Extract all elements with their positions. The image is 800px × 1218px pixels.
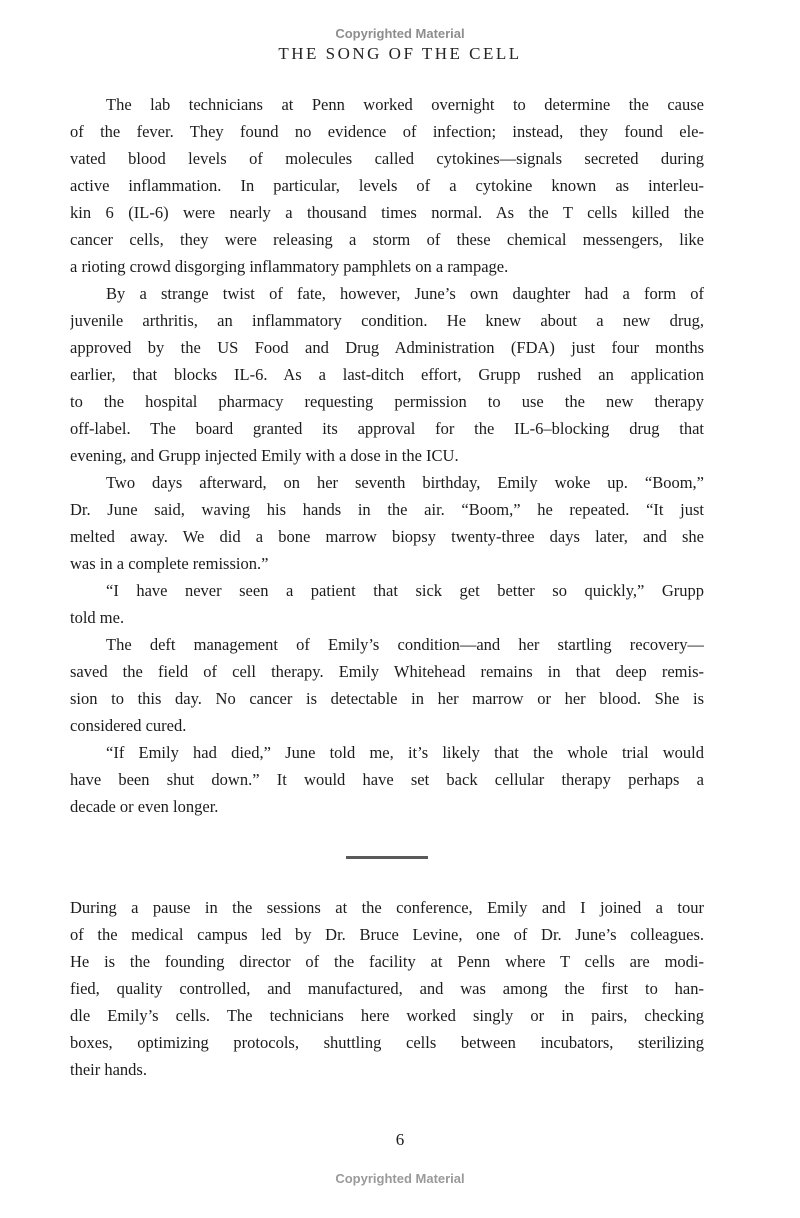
text-line: kin 6 (IL-6) were nearly a thousand times normal. As the T cells killed the [70, 203, 704, 222]
paragraph-1 [70, 91, 704, 280]
text-line: “If Emily had died,” June told me, it’s likely that the whole trial would [106, 743, 704, 762]
text-line: Dr. June said, waving his hands in the air. “Boom,” he repeated. “It just [70, 500, 704, 519]
text-line: “I have never seen a patient that sick get better so quickly,” Grupp [106, 581, 704, 600]
page-number: 6 [395, 1130, 405, 1149]
text-line: to the hospital pharmacy requesting permission to use the new therapy [70, 392, 704, 411]
text-line: The deft management of Emily’s condition—and her startling recovery— [106, 635, 704, 654]
text-line: earlier, that blocks IL-6. As a last-ditch effort, Grupp rushed an application [70, 365, 704, 384]
text-line: evening, and Grupp injected Emily with a dose in the ICU. [70, 446, 459, 465]
paragraph-4 [70, 577, 704, 631]
text-line: juvenile arthritis, an inflammatory condition. He knew about a new drug, [70, 311, 704, 330]
text-line: boxes, optimizing protocols, shuttling cells between incubators, sterilizing [70, 1033, 704, 1052]
body-text-block [70, 91, 704, 1083]
top-copyright-notice: Copyrighted Material [335, 26, 465, 41]
text-line: told me. [70, 608, 125, 627]
text-line: off-label. The board granted its approval for the IL-6–blocking drug that [70, 419, 704, 438]
text-line: of the medical campus led by Dr. Bruce Levine, one of Dr. June’s colleagues. [70, 925, 704, 944]
text-line: saved the field of cell therapy. Emily Whitehead remains in that deep remis- [70, 662, 704, 681]
text-line: of the fever. They found no evidence of infection; instead, they found ele- [70, 122, 704, 141]
text-line: During a pause in the sessions at the conference, Emily and I joined a tour [70, 898, 704, 917]
text-line: vated blood levels of molecules called cytokines—signals secreted during [70, 149, 704, 168]
text-line: their hands. [70, 1060, 147, 1079]
paragraph-2 [70, 280, 704, 469]
text-line: sion to this day. No cancer is detectable in her marrow or her blood. She is [70, 689, 704, 708]
paragraph-3 [70, 469, 704, 577]
text-line: melted away. We did a bone marrow biopsy twenty-three days later, and she [70, 527, 704, 546]
text-line: have been shut down.” It would have set back cellular therapy perhaps a [70, 770, 704, 789]
text-line: approved by the US Food and Drug Administration (FDA) just four months [70, 338, 704, 357]
text-line: considered cured. [70, 716, 187, 735]
text-line: decade or even longer. [70, 797, 219, 816]
text-line: a rioting crowd disgorging inflammatory pamphlets on a rampage. [70, 257, 509, 276]
text-line: cancer cells, they were releasing a storm of these chemical messengers, like [70, 230, 704, 249]
paragraph-8 [70, 894, 704, 1083]
running-header-book-title: THE SONG OF THE CELL [278, 44, 522, 63]
text-line: was in a complete remission.” [70, 554, 269, 573]
text-line: Two days afterward, on her seventh birthday, Emily woke up. “Boom,” [106, 473, 704, 492]
text-line: fied, quality controlled, and manufactured, and was among the first to han- [70, 979, 704, 998]
paragraph-6 [70, 739, 704, 820]
text-line: By a strange twist of fate, however, June’s own daughter had a form of [106, 284, 704, 303]
text-line: The lab technicians at Penn worked overnight to determine the cause [106, 95, 704, 114]
bottom-copyright-notice: Copyrighted Material [335, 1171, 465, 1186]
paragraph-5 [70, 631, 704, 739]
text-line: active inflammation. In particular, levels of a cytokine known as interleu- [70, 176, 704, 195]
text-line: dle Emily’s cells. The technicians here worked singly or in pairs, checking [70, 1006, 704, 1025]
text-line: He is the founding director of the facility at Penn where T cells are modi- [70, 952, 704, 971]
section-divider-rule [346, 856, 428, 859]
